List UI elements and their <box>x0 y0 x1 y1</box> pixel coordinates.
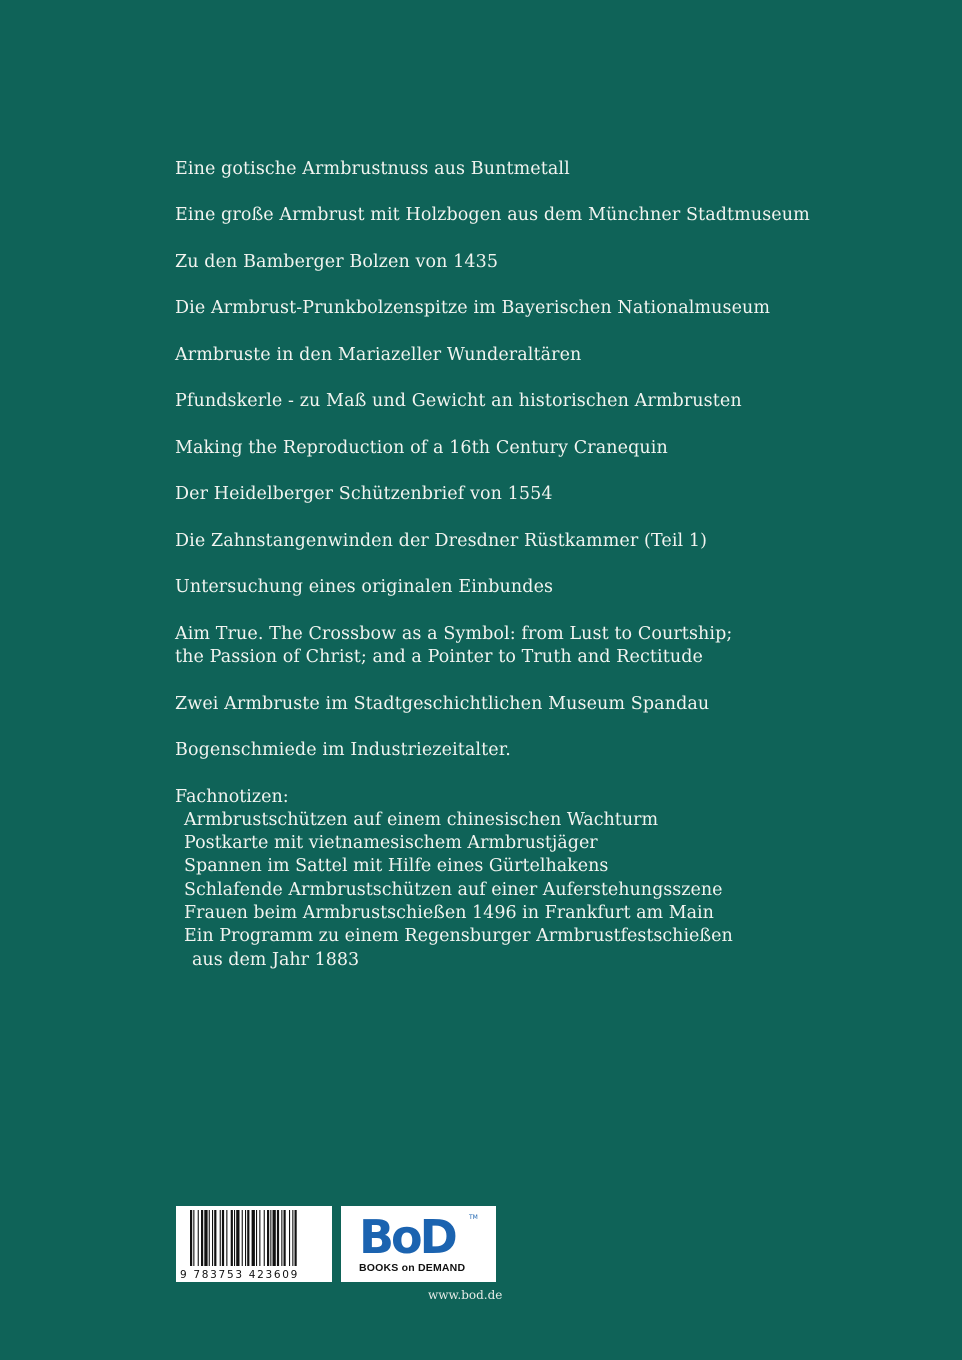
barcode-bar <box>281 1210 282 1266</box>
toc-entry <box>175 437 875 460</box>
note-item: Ein Programm zu einem Regensburger Armbrustfestschießen <box>184 926 733 947</box>
isbn-number: 9 783753 423609 <box>180 1269 300 1281</box>
toc-entry-line: the Passion of Christ; and a Pointer to Truth and Rectitude <box>175 647 703 668</box>
barcode-bar <box>270 1210 271 1266</box>
barcode-bar <box>267 1210 269 1266</box>
barcode-bar <box>204 1210 207 1266</box>
toc-entry-line: Armbruste in den Mariazeller Wunderaltären <box>175 344 582 365</box>
toc-entry <box>175 344 875 367</box>
barcode-bar <box>252 1210 255 1266</box>
notes-heading: Fachnotizen: <box>175 786 289 807</box>
trademark-mark: TM <box>469 1214 478 1221</box>
toc-entry <box>175 158 875 181</box>
toc-entry-line: Zwei Armbruste im Stadtgeschichtlichen Museum Spandau <box>175 693 710 714</box>
toc-entry <box>175 204 875 227</box>
toc-entry-line: Eine gotische Armbrustnuss aus Buntmetall <box>175 159 570 179</box>
barcode-bar <box>234 1210 235 1266</box>
toc-entry-line: Aim True. The Crossbow as a Symbol: from Lust to Courtship; <box>175 623 733 644</box>
toc-entry-line: Zu den Bamberger Bolzen von 1435 <box>175 251 499 272</box>
toc-entry <box>175 483 875 506</box>
barcode-bar <box>236 1210 239 1266</box>
toc-entry <box>175 251 875 274</box>
bod-logo-text: BoD <box>359 1210 455 1264</box>
barcode-bar <box>289 1210 290 1266</box>
note-item: Spannen im Sattel mit Hilfe eines Gürtelhakens <box>184 856 609 877</box>
publisher-tagline: BOOKS on DEMAND <box>359 1262 466 1274</box>
barcode-bar <box>277 1210 279 1266</box>
table-of-contents <box>175 158 875 972</box>
toc-entry-line: Untersuchung eines originalen Einbundes <box>175 577 554 598</box>
note-item: Postkarte mit vietnamesischem Armbrustjäger <box>184 833 598 854</box>
publisher-url: www.bod.de <box>428 1288 503 1302</box>
barcode-bar <box>226 1210 227 1266</box>
toc-entry <box>175 576 875 599</box>
toc-entry-line: Eine große Armbrust mit Holzbogen aus dem Münchner Stadtmuseum <box>175 205 810 226</box>
notes-section <box>175 786 875 972</box>
barcode-bar <box>198 1210 199 1266</box>
barcode-bar <box>190 1210 192 1266</box>
notes-list <box>175 809 875 949</box>
barcode-bar <box>295 1210 297 1266</box>
barcode-bar <box>273 1210 276 1266</box>
publisher-logo <box>341 1206 496 1282</box>
barcode-bar <box>284 1210 286 1266</box>
toc-entry-line: Der Heidelberger Schützenbrief von 1554 <box>175 484 553 505</box>
note-item: Armbrustschützen auf einem chinesischen Wachturm <box>184 809 659 830</box>
barcode-bar <box>209 1210 210 1266</box>
toc-entry <box>175 530 875 553</box>
isbn-barcode <box>176 1206 332 1282</box>
toc-entry-line: Die Armbrust-Prunkbolzenspitze im Bayerischen Nationalmuseum <box>175 298 771 319</box>
toc-entry-line: Pfundskerle - zu Maß und Gewicht an historischen Armbrusten <box>175 391 742 412</box>
toc-entry <box>175 739 875 762</box>
barcode-bar <box>222 1210 224 1266</box>
barcode-bar <box>214 1210 216 1266</box>
barcode-bar <box>256 1210 257 1266</box>
toc-entry <box>175 390 875 413</box>
note-item: Frauen beim Armbrustschießen 1496 in Frankfurt am Main <box>184 903 714 924</box>
note-item: Schlafende Armbrustschützen auf einer Auferstehungsszene <box>184 879 723 900</box>
barcode-bar <box>264 1210 265 1266</box>
barcode-bar <box>231 1210 233 1266</box>
toc-entry-line: Making the Reproduction of a 16th Century Cranequin <box>175 437 668 458</box>
toc-entry <box>175 623 875 670</box>
barcode-bar <box>292 1210 293 1266</box>
toc-entry <box>175 297 875 320</box>
notes-continuation: aus dem Jahr 1883 <box>192 949 360 970</box>
toc-entries <box>175 158 875 762</box>
barcode-bar <box>193 1210 194 1266</box>
barcode-bar <box>201 1210 203 1266</box>
barcode-bar <box>242 1210 243 1266</box>
barcode-bar <box>212 1210 213 1266</box>
barcode-bar <box>245 1210 246 1266</box>
barcode-bar <box>247 1210 249 1266</box>
barcode-bar <box>220 1210 221 1266</box>
toc-entry <box>175 693 875 716</box>
barcode-bars <box>176 1206 332 1270</box>
barcode-bar <box>259 1210 260 1266</box>
toc-entry-line: Die Zahnstangenwinden der Dresdner Rüstkammer (Teil 1) <box>175 530 708 551</box>
toc-entry-line: Bogenschmiede im Industriezeitalter. <box>175 740 511 761</box>
